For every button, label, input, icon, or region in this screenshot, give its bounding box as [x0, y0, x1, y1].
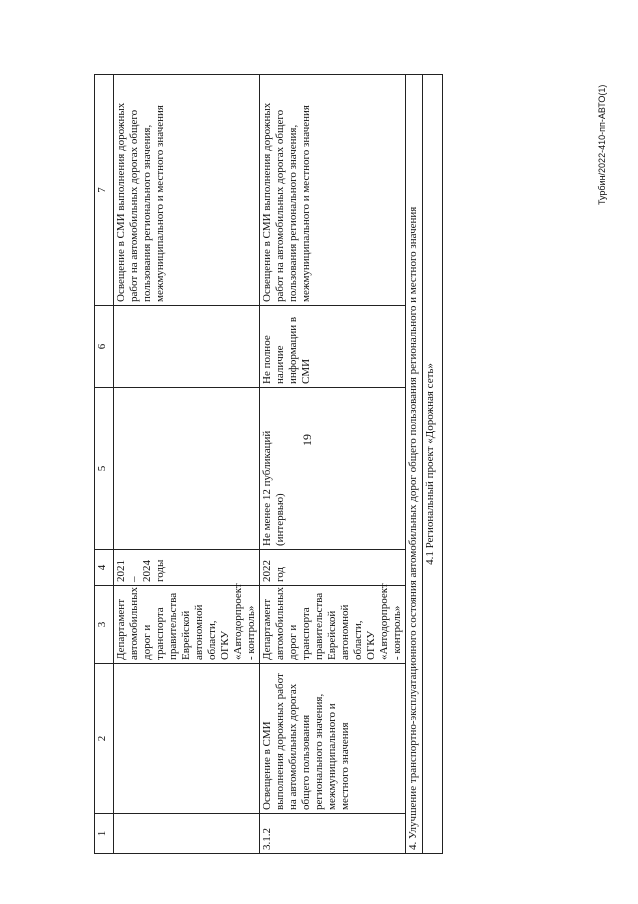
- link-cell: Освещение в СМИ выполнения дорожных работ на автомобильных дорогах общего пользования регионального значения, межмуниципального и местного значения: [260, 75, 406, 306]
- row-number-cell: 3.1.2: [260, 814, 406, 854]
- risk-cell: [114, 306, 260, 388]
- header-cell: 1: [95, 814, 114, 854]
- section-row: [406, 75, 423, 854]
- table-row: [260, 75, 406, 854]
- header-cell: 7: [95, 75, 114, 306]
- responsible-cell: Департамент автомобильных дорог и транспорта правительства Еврейской автономной области, ОГКУ «Автодорпроект - контроль»: [260, 586, 406, 664]
- subsection-row: [423, 75, 443, 854]
- document-code: Турбин/2022-410-пп-АВТО(1): [597, 84, 607, 205]
- table-header-row: [95, 75, 114, 854]
- section-title: 4. Улучшение транспортно-эксплуатационного состояния автомобильных дорог общего пользования регионального и местного значения: [406, 75, 423, 854]
- page-number: 19: [300, 434, 314, 446]
- period-cell: 2022 год: [260, 550, 406, 586]
- measure-cell: Освещение в СМИ выполнения дорожных работ на автомобильных дорогах общего пользования регионального значения, межмуниципального и местного значения: [260, 664, 406, 814]
- responsible-cell: Департамент автомобильных дорог и транспорта правительства Еврейской автономной области, ОГКУ «Автодорпроект - контроль»: [114, 586, 260, 664]
- row-number-cell: [114, 814, 260, 854]
- header-cell: 4: [95, 550, 114, 586]
- subsection-title: 4.1 Региональный проект «Дорожная сеть»: [423, 75, 443, 854]
- link-cell: Освещение в СМИ выполнения дорожных работ на автомобильных дорогах общего пользования регионального значения, межмуниципального и местного значения: [114, 75, 260, 306]
- header-cell: 2: [95, 664, 114, 814]
- result-cell: Не менее 12 публикаций (интервью): [260, 388, 406, 550]
- header-cell: 6: [95, 306, 114, 388]
- risk-cell: Не полное наличие информации в СМИ: [260, 306, 406, 388]
- table-row: [114, 75, 260, 854]
- rotated-table-container: [94, 74, 438, 854]
- header-cell: 5: [95, 388, 114, 550]
- header-cell: 3: [95, 586, 114, 664]
- result-cell: [114, 388, 260, 550]
- measures-table: [94, 74, 443, 854]
- period-cell: 2021 – 2024 годы: [114, 550, 260, 586]
- measure-cell: [114, 664, 260, 814]
